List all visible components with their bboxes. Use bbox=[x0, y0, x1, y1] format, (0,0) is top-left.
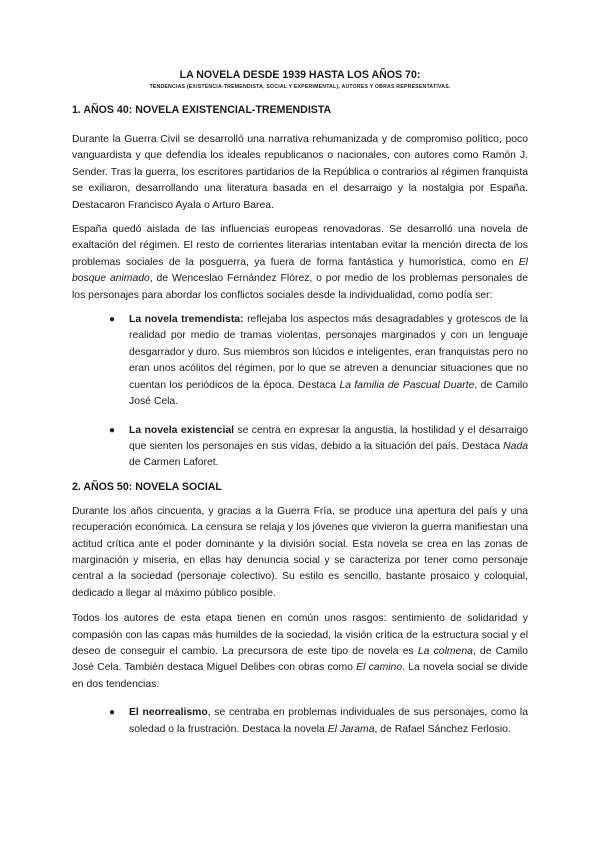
list-item-term: El neorrealismo bbox=[129, 707, 208, 719]
tendency-list-50s bbox=[72, 705, 528, 738]
work-title: Nada bbox=[503, 440, 528, 452]
paragraph-common-traits: Todos los autores de esta etapa tienen en común unos rasgos: sentimiento de solidaridad y compasión con las capas más humildes de la sociedad, la visión crítica de la estructura social y el deseo de conseguir el cambio. La precursora de este tipo de novela es La colmena, de Camilo José Cela. También destaca Miguel Delibes con obras como El camino. La novela social se divide en dos tendencias: bbox=[72, 613, 528, 690]
document-page bbox=[72, 68, 528, 738]
list-item-term: La novela existencial bbox=[129, 424, 235, 436]
work-title: El Jarama bbox=[327, 723, 375, 735]
section-heading-1: 1. AÑOS 40: NOVELA EXISTENCIAL-TREMENDISTA bbox=[72, 104, 332, 116]
list-item: ● La novela tremendista: reflejaba los aspectos más desagradables y grotescos de la realidad por medio de tramas violentas, personajes marginados y con un lenguaje desgarrador y duro. Sus miembros son lúcidos e inteligentes, eran franquistas pero no eran unos acólitos del régimen, por lo que se atreven a denunciar situaciones que no cuentan los periódicos de la época. Destaca La familia de Pascual Duarte, de Camilo José Cela. bbox=[109, 314, 528, 408]
list-item-term: La novela tremendista: bbox=[129, 314, 244, 326]
document-title bbox=[72, 68, 528, 82]
work-title: El bosque animado bbox=[72, 256, 528, 285]
list-item: ● El neorrealismo, se centraba en problemas individuales de sus personajes, como la soledad o la frustración. Destaca la novela El Jarama, de Rafael Sánchez Ferlosio. bbox=[109, 707, 528, 735]
work-title: El camino bbox=[356, 662, 403, 674]
tendency-list-40s bbox=[72, 312, 528, 472]
list-item: ● La novela existencial se centra en expresar la angustia, la hostilidad y el desarraigo que sienten los personajes en sus vidas, debido a la situación del país. Destaca Nada de Carmen Laforet. bbox=[109, 424, 528, 469]
paragraph-civil-war: Durante la Guerra Civil se desarrolló una narrativa rehumanizada y de compromiso político, poco vanguardista y que defendía los ideales republicanos o nacionales, con autores como Ramón J. Sender. Tras la guerra, los escritores partidarios de la República o contrarios al régimen franquista se exiliaron, desarrollando una literatura basada en el desarraigo y la nostalgia por España. Destacaron Francisco Ayala o Arturo Barea. bbox=[72, 134, 528, 211]
paragraph-isolation: España quedó aislada de las influencias europeas renovadoras. Se desarrolló una novela de exaltación del régimen. El resto de corrientes literarias intentaban evitar la mención directa de los problemas sociales de la posguerra, ya fuera de forma fantástica y humorística, como en El bosque animado, de Wenceslao Fernández Flórez, o por medio de los problemas personales de los personajes para abordar los conflictos sociales desde la individualidad, como podía ser: bbox=[72, 224, 528, 301]
bullet-icon: ● bbox=[109, 424, 116, 436]
paragraph-fifties: Durante los años cincuenta, y gracias a la Guerra Fría, se produce una apertura del país y una recuperación económica. La censura se relaja y los jóvenes que vivieron la guerra manifiestan una actitud crítica ante el poder dominante y la división social. Esta novela se crea en las zonas de marginación y miseria, en ellas hay denuncia social y se caracteriza por tener como personaje central a la sociedad (personaje colectivo). Su estilo es sencillo, bastante prosaico y coloquial, dedicado a llegar al máximo público posible. bbox=[72, 505, 528, 599]
title-suffix: : bbox=[416, 69, 421, 81]
bullet-icon: ● bbox=[109, 314, 116, 326]
section-heading-2: 2. AÑOS 50: NOVELA SOCIAL bbox=[72, 480, 222, 493]
document-subtitle: TENDENCIAS (EXISTENCIA-TREMENDISTA, SOCIAL Y EXPERIMENTAL), AUTORES Y OBRAS REPRESENTATIVAS. bbox=[149, 84, 451, 90]
title-text: LA NOVELA DESDE 1939 HASTA LOS AÑOS 70 bbox=[179, 69, 417, 81]
bullet-icon: ● bbox=[109, 707, 116, 719]
work-title: La colmena bbox=[417, 645, 473, 657]
work-title: La familia de Pascual Duarte bbox=[339, 379, 475, 391]
